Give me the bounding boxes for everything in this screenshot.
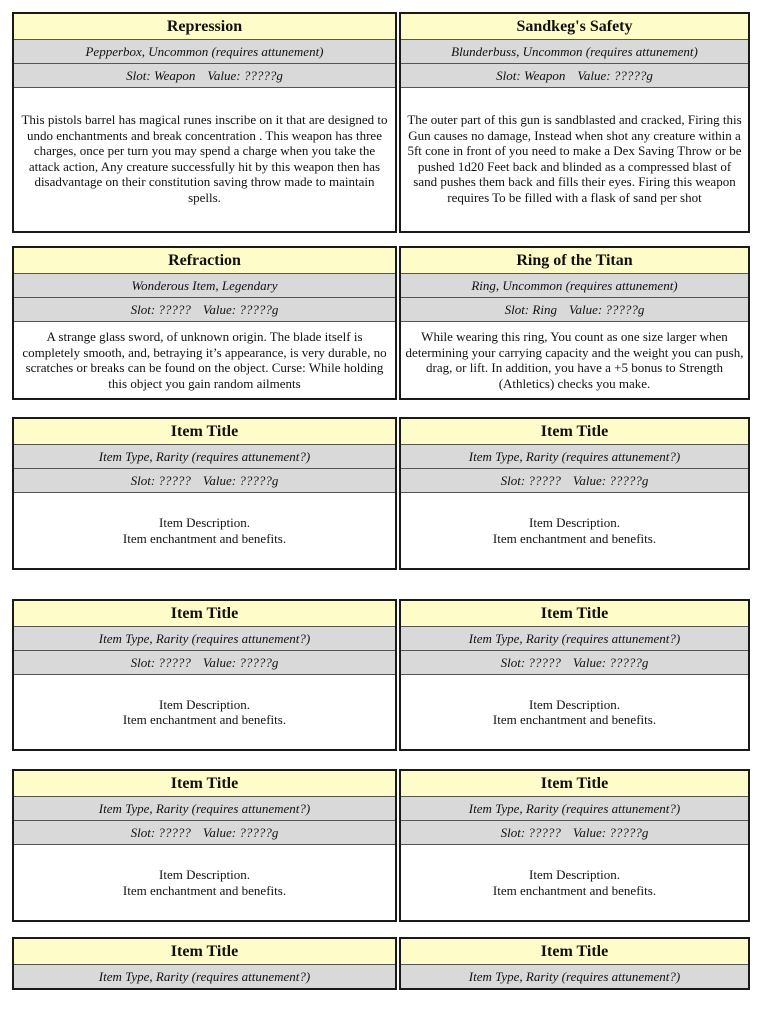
- value-value: ?????g: [613, 67, 653, 83]
- card-slot-row: [14, 298, 395, 322]
- description-text: Item Description. Item enchantment and benefits.: [492, 696, 657, 727]
- slot-label: Slot:: [130, 472, 156, 488]
- value-value: ?????g: [605, 301, 645, 317]
- card-type: Item Type, Rarity (requires attunement?): [14, 797, 395, 821]
- item-card: [12, 417, 397, 570]
- card-description: [14, 322, 395, 398]
- item-card: [399, 937, 750, 990]
- item-card: [12, 12, 397, 233]
- card-slot-row: [401, 821, 748, 845]
- description-text: This pistols barrel has magical runes inscribe on it that are designed to undo enchantments and break concentration . This weapon has three charges, once per turn you may spend a charge when you take the attack action, Any creature successfully hit by this weapon then has disadvantage on their constitution saving throw made to maintain spells.: [21, 112, 388, 205]
- description-text: While wearing this ring, You count as one size larger when determining your carrying capacity and the weight you can push, drag, or lift. In addition, you have a +5 bonus to Strength (Athletics) checks you make.: [405, 329, 744, 391]
- description-text: Item Description. Item enchantment and benefits.: [492, 867, 657, 898]
- slot-value: Weapon: [153, 67, 196, 83]
- card-title: Item Title: [14, 771, 395, 797]
- item-card: [12, 769, 397, 922]
- card-description: [14, 493, 395, 568]
- description-text: Item Description. Item enchantment and benefits.: [122, 867, 287, 898]
- card-title: Item Title: [14, 419, 395, 445]
- card-title: Item Title: [14, 601, 395, 627]
- item-card: [399, 246, 750, 400]
- value-label: Value:: [207, 67, 241, 83]
- card-type: Item Type, Rarity (requires attunement?): [14, 965, 395, 989]
- card-title: Ring of the Titan: [401, 248, 748, 274]
- card-type: Item Type, Rarity (requires attunement?): [401, 965, 748, 989]
- card-description: [401, 493, 748, 568]
- value-value: ?????g: [239, 472, 279, 488]
- slot-value: ?????: [528, 824, 561, 840]
- card-type: Ring, Uncommon (requires attunement): [401, 274, 748, 298]
- card-title: Sandkeg's Safety: [401, 14, 748, 40]
- slot-label: Slot:: [130, 654, 156, 670]
- slot-value: ?????: [528, 472, 561, 488]
- item-card: [12, 246, 397, 400]
- description-text: Item Description. Item enchantment and benefits.: [122, 515, 287, 546]
- card-slot-row: [401, 469, 748, 493]
- slot-value: Ring: [532, 301, 557, 317]
- card-type: Item Type, Rarity (requires attunement?): [14, 627, 395, 651]
- card-slot-row: [14, 64, 395, 88]
- card-slot-row: [14, 469, 395, 493]
- card-description: [14, 88, 395, 229]
- slot-label: Slot:: [500, 472, 526, 488]
- item-card: [399, 417, 750, 570]
- card-slot-row: [401, 298, 748, 322]
- card-type: Wonderous Item, Legendary: [14, 274, 395, 298]
- card-slot-row: [401, 64, 748, 88]
- slot-value: ?????: [528, 654, 561, 670]
- description-text: Item Description. Item enchantment and benefits.: [492, 515, 657, 546]
- card-type: Blunderbuss, Uncommon (requires attunement): [401, 40, 748, 64]
- card-title: Item Title: [401, 419, 748, 445]
- item-card: [12, 937, 397, 990]
- card-title: Item Title: [401, 939, 748, 965]
- card-description: [14, 675, 395, 749]
- value-label: Value:: [202, 472, 237, 488]
- slot-value: ?????: [158, 824, 191, 840]
- card-slot-row: [401, 651, 748, 675]
- value-value: ?????g: [243, 67, 283, 83]
- slot-label: Slot:: [130, 824, 156, 840]
- card-type: Item Type, Rarity (requires attunement?): [401, 627, 748, 651]
- value-label: Value:: [577, 67, 611, 83]
- slot-value: ?????: [158, 301, 191, 317]
- slot-label: Slot:: [496, 67, 521, 83]
- card-title: Item Title: [401, 771, 748, 797]
- slot-value: ?????: [158, 472, 191, 488]
- slot-value: Weapon: [523, 67, 566, 83]
- card-description: [401, 88, 748, 229]
- slot-label: Slot:: [504, 301, 530, 317]
- value-label: Value:: [202, 824, 237, 840]
- slot-label: Slot:: [500, 824, 526, 840]
- value-value: ?????g: [609, 472, 649, 488]
- card-title: Repression: [14, 14, 395, 40]
- card-type: Item Type, Rarity (requires attunement?): [401, 445, 748, 469]
- item-card: [399, 599, 750, 751]
- card-description: [14, 845, 395, 920]
- item-card: [399, 12, 750, 233]
- value-value: ?????g: [609, 824, 649, 840]
- card-description: [401, 322, 748, 398]
- card-type: Item Type, Rarity (requires attunement?): [401, 797, 748, 821]
- value-label: Value:: [568, 301, 603, 317]
- item-card: [399, 769, 750, 922]
- value-label: Value:: [202, 301, 237, 317]
- card-title: Refraction: [14, 248, 395, 274]
- card-title: Item Title: [401, 601, 748, 627]
- item-card: [12, 599, 397, 751]
- value-value: ?????g: [239, 654, 279, 670]
- value-label: Value:: [572, 472, 607, 488]
- value-label: Value:: [202, 654, 237, 670]
- card-title: Item Title: [14, 939, 395, 965]
- value-label: Value:: [572, 654, 607, 670]
- card-description: [401, 845, 748, 920]
- slot-label: Slot:: [500, 654, 526, 670]
- slot-label: Slot:: [126, 67, 151, 83]
- value-value: ?????g: [239, 301, 279, 317]
- card-type: Pepperbox, Uncommon (requires attunement): [14, 40, 395, 64]
- description-text: Item Description. Item enchantment and benefits.: [122, 696, 287, 727]
- value-label: Value:: [572, 824, 607, 840]
- card-description: [401, 675, 748, 749]
- slot-value: ?????: [158, 654, 191, 670]
- value-value: ?????g: [609, 654, 649, 670]
- card-slot-row: [14, 651, 395, 675]
- description-text: A strange glass sword, of unknown origin. The blade itself is completely smooth, and, betraying it’s appearance, is very durable, no scratches or breaks can be found on the object. Curse: While holding this object you gain random ailments: [22, 329, 387, 391]
- card-slot-row: [14, 821, 395, 845]
- card-type: Item Type, Rarity (requires attunement?): [14, 445, 395, 469]
- description-text: The outer part of this gun is sandblasted and cracked, Firing this Gun causes no damage, Instead when shot any creature within a 5ft cone in front of you need to make a Dex Saving Throw or be pushed 1d20 Feet back and blinded as a compressed blast of sand pushes them back and fills their eyes. Firing this weapon requires To be filled with a flask of sand per shot: [407, 112, 742, 205]
- slot-label: Slot:: [130, 301, 156, 317]
- value-value: ?????g: [239, 824, 279, 840]
